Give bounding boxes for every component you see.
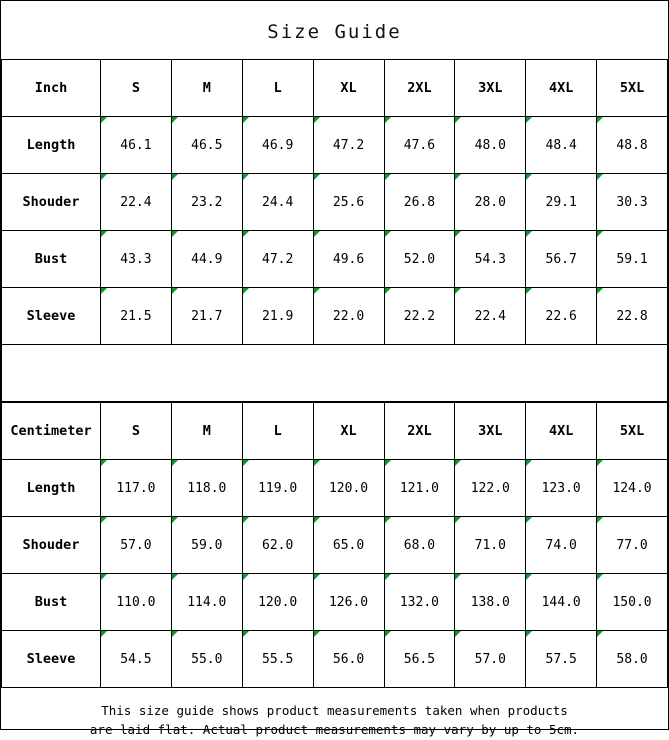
cell-sleeve-3xl: 22.4	[455, 288, 526, 345]
column-header-2xl: 2XL	[384, 403, 455, 460]
cell-sleeve-s: 21.5	[101, 288, 172, 345]
cell-bust-5xl: 59.1	[597, 231, 668, 288]
table-row	[2, 174, 668, 231]
cell-shouder-m: 59.0	[171, 517, 242, 574]
column-header-l: L	[242, 60, 313, 117]
row-label-bust: Bust	[2, 231, 101, 288]
cell-length-s: 46.1	[101, 117, 172, 174]
column-header-4xl: 4XL	[526, 403, 597, 460]
cell-length-l: 119.0	[242, 460, 313, 517]
cell-bust-2xl: 52.0	[384, 231, 455, 288]
cell-shouder-l: 24.4	[242, 174, 313, 231]
note-line-1: This size guide shows product measurements taken when products	[101, 703, 568, 718]
row-label-length: Length	[2, 460, 101, 517]
column-header-5xl: 5XL	[597, 403, 668, 460]
row-label-length: Length	[2, 117, 101, 174]
table-separator-row	[2, 345, 668, 402]
cell-bust-4xl: 56.7	[526, 231, 597, 288]
cell-sleeve-5xl: 58.0	[597, 631, 668, 688]
cell-shouder-xl: 25.6	[313, 174, 384, 231]
column-header-2xl: 2XL	[384, 60, 455, 117]
cell-sleeve-xl: 22.0	[313, 288, 384, 345]
cell-length-4xl: 123.0	[526, 460, 597, 517]
size-guide-note	[1, 688, 668, 740]
cell-bust-2xl: 132.0	[384, 574, 455, 631]
cell-sleeve-l: 55.5	[242, 631, 313, 688]
cell-sleeve-m: 55.0	[171, 631, 242, 688]
cell-length-3xl: 48.0	[455, 117, 526, 174]
cell-length-2xl: 121.0	[384, 460, 455, 517]
cell-bust-5xl: 150.0	[597, 574, 668, 631]
table-row	[2, 517, 668, 574]
cell-length-2xl: 47.6	[384, 117, 455, 174]
table-header-row	[2, 60, 668, 117]
row-label-sleeve: Sleeve	[2, 631, 101, 688]
column-header-3xl: 3XL	[455, 60, 526, 117]
column-header-s: S	[101, 403, 172, 460]
page-title: Size Guide	[267, 21, 402, 43]
cell-sleeve-2xl: 22.2	[384, 288, 455, 345]
cell-shouder-5xl: 77.0	[597, 517, 668, 574]
column-header-m: M	[171, 60, 242, 117]
cell-sleeve-4xl: 57.5	[526, 631, 597, 688]
table-row	[2, 288, 668, 345]
cell-bust-m: 44.9	[171, 231, 242, 288]
cell-shouder-2xl: 26.8	[384, 174, 455, 231]
column-header-5xl: 5XL	[597, 60, 668, 117]
column-header-l: L	[242, 403, 313, 460]
cell-shouder-4xl: 29.1	[526, 174, 597, 231]
size-table-inch	[1, 59, 668, 402]
cell-length-xl: 47.2	[313, 117, 384, 174]
table-row	[2, 117, 668, 174]
cell-shouder-xl: 65.0	[313, 517, 384, 574]
cell-length-m: 46.5	[171, 117, 242, 174]
unit-label-inch: Inch	[2, 60, 101, 117]
cell-bust-3xl: 54.3	[455, 231, 526, 288]
cell-sleeve-5xl: 22.8	[597, 288, 668, 345]
cell-bust-m: 114.0	[171, 574, 242, 631]
table-header-row	[2, 403, 668, 460]
size-table-centimeter	[1, 402, 668, 688]
column-header-m: M	[171, 403, 242, 460]
cell-bust-s: 110.0	[101, 574, 172, 631]
cell-bust-xl: 126.0	[313, 574, 384, 631]
unit-label-centimeter: Centimeter	[2, 403, 101, 460]
row-label-bust: Bust	[2, 574, 101, 631]
cell-shouder-4xl: 74.0	[526, 517, 597, 574]
cell-shouder-l: 62.0	[242, 517, 313, 574]
row-label-shouder: Shouder	[2, 517, 101, 574]
separator-cell	[2, 345, 668, 402]
cell-length-5xl: 48.8	[597, 117, 668, 174]
cell-bust-l: 120.0	[242, 574, 313, 631]
cell-shouder-s: 22.4	[101, 174, 172, 231]
column-header-4xl: 4XL	[526, 60, 597, 117]
cell-length-5xl: 124.0	[597, 460, 668, 517]
cell-bust-4xl: 144.0	[526, 574, 597, 631]
table-row	[2, 574, 668, 631]
cell-bust-xl: 49.6	[313, 231, 384, 288]
table-row	[2, 460, 668, 517]
cell-sleeve-m: 21.7	[171, 288, 242, 345]
cell-sleeve-2xl: 56.5	[384, 631, 455, 688]
cell-sleeve-3xl: 57.0	[455, 631, 526, 688]
cell-length-4xl: 48.4	[526, 117, 597, 174]
cell-length-xl: 120.0	[313, 460, 384, 517]
column-header-s: S	[101, 60, 172, 117]
table-row	[2, 231, 668, 288]
column-header-xl: XL	[313, 403, 384, 460]
cell-bust-3xl: 138.0	[455, 574, 526, 631]
cell-length-m: 118.0	[171, 460, 242, 517]
cell-sleeve-4xl: 22.6	[526, 288, 597, 345]
cell-bust-s: 43.3	[101, 231, 172, 288]
cell-shouder-3xl: 71.0	[455, 517, 526, 574]
cell-length-3xl: 122.0	[455, 460, 526, 517]
row-label-shouder: Shouder	[2, 174, 101, 231]
cell-bust-l: 47.2	[242, 231, 313, 288]
row-label-sleeve: Sleeve	[2, 288, 101, 345]
cell-sleeve-xl: 56.0	[313, 631, 384, 688]
cell-sleeve-l: 21.9	[242, 288, 313, 345]
cell-shouder-5xl: 30.3	[597, 174, 668, 231]
cell-length-l: 46.9	[242, 117, 313, 174]
table-row	[2, 631, 668, 688]
cell-shouder-2xl: 68.0	[384, 517, 455, 574]
cell-length-s: 117.0	[101, 460, 172, 517]
cell-shouder-s: 57.0	[101, 517, 172, 574]
cell-sleeve-s: 54.5	[101, 631, 172, 688]
cell-shouder-m: 23.2	[171, 174, 242, 231]
column-header-3xl: 3XL	[455, 403, 526, 460]
cell-shouder-3xl: 28.0	[455, 174, 526, 231]
note-line-2: are laid flat. Actual product measurements may vary by up to 5cm.	[89, 721, 580, 737]
column-header-xl: XL	[313, 60, 384, 117]
